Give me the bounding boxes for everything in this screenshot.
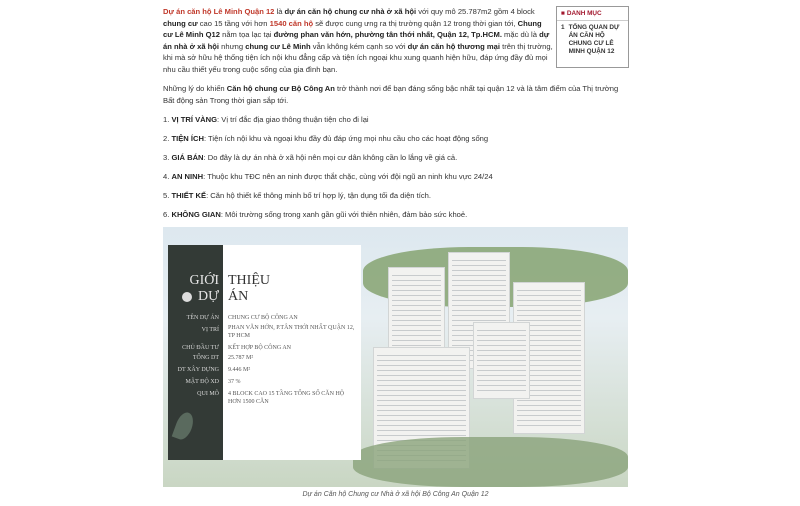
panel-labels bbox=[168, 245, 223, 460]
project-link[interactable]: Dự án căn hộ Lê Minh Quận 12 bbox=[163, 7, 275, 16]
list-item: 5. THIẾT KẾ: Căn hộ thiết kế thông minh bố trí hợp lý, tận dụng tối đa diện tích. bbox=[163, 191, 431, 200]
text: sẽ được cung ưng ra thị trường quận 12 trong thời gian tới, bbox=[313, 18, 518, 28]
building bbox=[473, 322, 530, 399]
reasons-list bbox=[163, 114, 633, 221]
text: cao 15 tầng với hơn bbox=[197, 18, 270, 28]
toc-item-number: 1 bbox=[561, 24, 565, 31]
info-label: TÊN DỰ ÁN bbox=[186, 315, 219, 321]
units-highlight: 1540 căn hộ bbox=[269, 18, 314, 28]
heading-thieu: THIỆU bbox=[228, 273, 270, 288]
bold-text: dự án nhà ở xã hội bbox=[163, 30, 550, 51]
toc-title: DANH MỤC bbox=[566, 10, 602, 17]
bold-text: Căn hộ chung cư Bộ Công An bbox=[226, 84, 335, 93]
list-item: 2. TIỆN ÍCH: Tiện ích nội khu và ngoại khu đầy đủ đáp ứng mọi nhu cầu cho các hoạt động sống bbox=[163, 134, 489, 143]
text: nằm tọa lạc tại bbox=[219, 30, 274, 39]
info-label: TỔNG DT bbox=[192, 355, 219, 361]
toc-item[interactable] bbox=[557, 21, 628, 59]
text: Những lý do khiến bbox=[163, 84, 227, 93]
bold-text: Chung cư Lê Minh Q12 bbox=[163, 18, 542, 39]
heading-du: DỰ bbox=[198, 289, 219, 304]
list-item: 3. GIÁ BÁN: Do đây là dự án nhà ở xã hội nên mọi cư dân không cần lo lắng về giá cả. bbox=[163, 153, 458, 162]
info-value: 9.446 M² bbox=[228, 367, 251, 373]
menu-icon: ■ bbox=[561, 10, 565, 17]
toc-header[interactable] bbox=[557, 7, 628, 21]
bold-text: đường phan văn hớn, phường tân thới nhất, Quận 12, Tp.HCM. bbox=[273, 30, 502, 39]
text: nhưng bbox=[219, 41, 246, 51]
trees bbox=[353, 437, 628, 487]
bold-text: dự án căn hộ thương mại bbox=[407, 41, 500, 51]
panel-values bbox=[223, 245, 361, 460]
toc-item-label: TỔNG QUAN DỰ ÁN CĂN HỘ CHUNG CƯ LÊ MINH QUẬN 12 bbox=[568, 24, 620, 55]
bold-text: chung cư Lê Minh bbox=[245, 41, 311, 51]
list-item: 6. KHÔNG GIAN: Môi trường sống trong xanh gần gũi với thiên nhiên, đảm bảo sức khoẻ. bbox=[163, 210, 468, 219]
text: mặc dù là bbox=[501, 30, 540, 39]
list-item: 4. AN NINH: Thuộc khu TĐC nên an ninh được thắt chặc, cùng với đội ngũ an ninh khu vực 24/24 bbox=[163, 172, 493, 181]
info-value: CHUNG CƯ BỘ CÔNG AN bbox=[228, 315, 298, 321]
leaf-icon bbox=[172, 410, 197, 442]
text: trở thành nơi để bạn đáng sống bậc nhất tại quận 12 và là tâm điểm của Thị trường Bất động sản Trong thời gian sắp tới. bbox=[163, 84, 619, 105]
image-caption: Dự án Căn hộ Chung cư Nhà ở xã hội Bộ Công An Quận 12 bbox=[302, 491, 489, 498]
text: là bbox=[274, 7, 285, 16]
text: trên thị trường, khi mà sở hữu hệ thống tiện ích nội khu đẳng cấp và tiện ích ngoại khu xung quanh hiện hữu, đáp ứng đầy đủ mọi nhu cầu thiết yếu trong cuộc sống của gia đình bạn. bbox=[163, 41, 553, 74]
circle-icon bbox=[182, 292, 192, 302]
text: vẫn không kém cạnh so với bbox=[310, 41, 408, 51]
table-of-contents bbox=[556, 6, 629, 68]
heading-gioi: GIỚI bbox=[189, 273, 219, 288]
info-value: 37 % bbox=[228, 379, 241, 385]
info-label: QUI MÔ bbox=[197, 391, 219, 397]
text: với quy mô 25.787m2 gồm 4 block bbox=[416, 7, 535, 16]
intro-paragraph bbox=[163, 6, 553, 75]
info-value: 4 BLOCK CAO 15 TẦNG TỔNG SỐ CĂN HỘ HƠN 1500 CĂN bbox=[228, 391, 345, 405]
info-value: 25.787 M² bbox=[228, 355, 254, 361]
list-item: 1. VỊ TRÍ VÀNG: Vị trí đắc địa giao thông thuận tiện cho đi lại bbox=[163, 115, 369, 124]
info-label: VỊ TRÍ bbox=[201, 327, 219, 333]
info-value: PHAN VĂN HỚN, P.TÂN THỚI NHẤT QUẬN 12, TP HCM bbox=[228, 325, 355, 339]
bold-text: chung cư bbox=[163, 18, 198, 28]
info-label: DT XÂY DỰNG bbox=[177, 367, 219, 373]
info-value: KẾT HỢP BỘ CÔNG AN bbox=[228, 345, 292, 351]
project-info-panel bbox=[168, 245, 361, 460]
info-label: CHỦ ĐẦU TƯ bbox=[182, 345, 219, 351]
heading-an: ÁN bbox=[228, 289, 249, 304]
reasons-intro bbox=[163, 83, 628, 106]
bold-text: dự án căn hộ chung cư nhà ở xã hội bbox=[284, 7, 417, 16]
info-label: MẬT ĐỘ XD bbox=[185, 379, 219, 385]
